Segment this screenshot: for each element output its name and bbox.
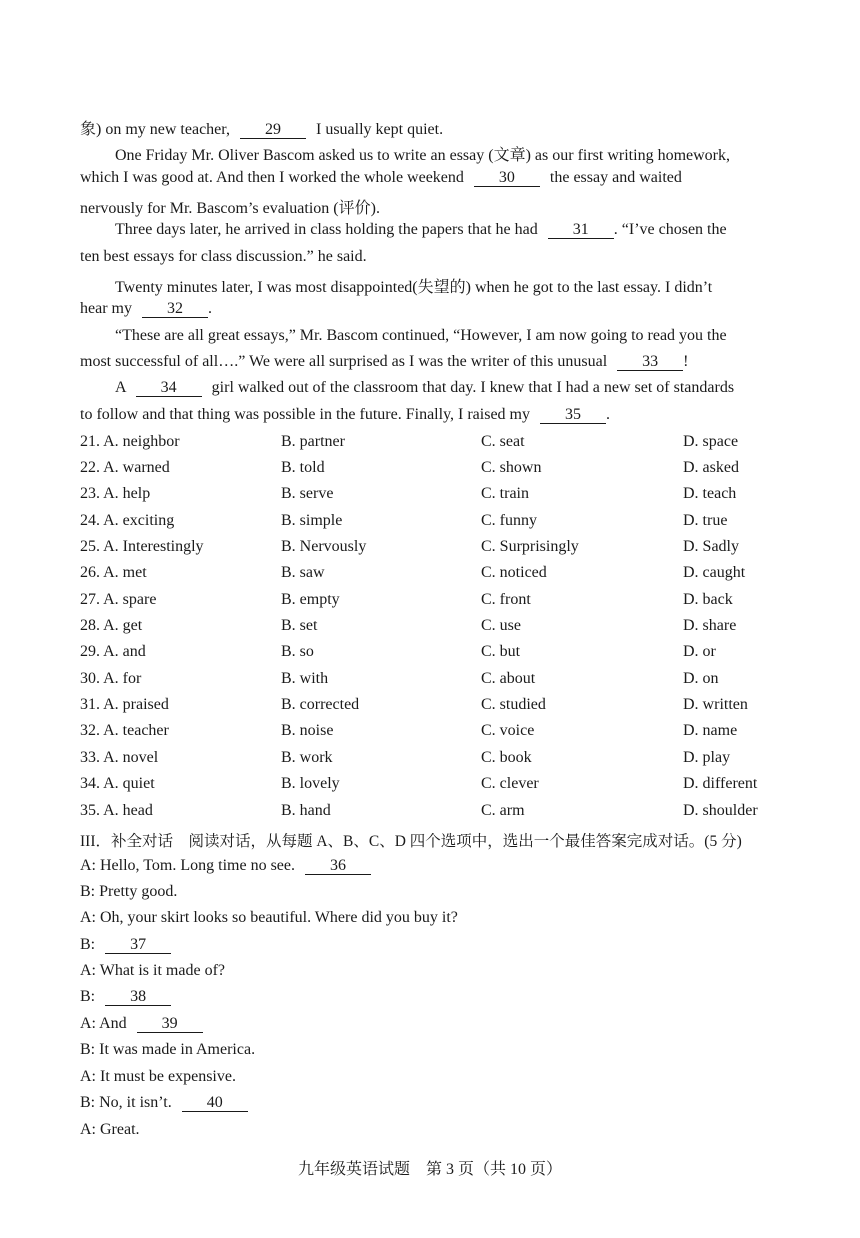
option-b: B. hand	[281, 802, 331, 819]
option-d: D. shoulder	[683, 802, 758, 819]
dialogue-line: A: It must be expensive.	[80, 1068, 236, 1085]
option-c: C. use	[481, 617, 521, 634]
passage-line: Twenty minutes later, I was most disappointed(失望的) when he got to the last essay. I didn’t	[115, 279, 713, 296]
option-d: D. true	[683, 512, 728, 529]
blank-33: 33	[617, 354, 683, 371]
dialogue-line: A: What is it made of?	[80, 962, 225, 979]
option-c: C. arm	[481, 802, 525, 819]
passage-line: nervously for Mr. Bascom’s evaluation (评价).	[80, 200, 380, 217]
option-b: B. simple	[281, 512, 343, 529]
dialogue-text: B:	[80, 936, 96, 953]
passage-text: 象) on my new teacher,	[80, 121, 230, 138]
dialogue-line: B: It was made in America.	[80, 1041, 256, 1058]
passage-text: hear my	[80, 300, 132, 317]
option-d: D. written	[683, 696, 748, 713]
option-c: C. funny	[481, 512, 537, 529]
blank-30: 30	[474, 170, 540, 187]
option-b: B. noise	[281, 722, 334, 739]
option-d: D. Sadly	[683, 538, 739, 555]
option-d: D. or	[683, 643, 716, 660]
option-d: D. share	[683, 617, 737, 634]
option-b: B. with	[281, 670, 329, 687]
passage-text: A	[115, 379, 126, 396]
passage-line	[80, 353, 689, 371]
passage-text: .	[606, 406, 610, 423]
option-c: C. Surprisingly	[481, 538, 579, 555]
passage-text: which I was good at. And then I worked the whole weekend	[80, 169, 464, 186]
option-d: D. space	[683, 433, 739, 450]
option-d: D. name	[683, 722, 738, 739]
option-b: B. serve	[281, 485, 334, 502]
option-c: C. front	[481, 591, 531, 608]
dialogue-line	[80, 988, 171, 1006]
dialogue-line: A: Oh, your skirt looks so beautiful. Where did you buy it?	[80, 909, 458, 926]
passage-text: to follow and that thing was possible in the future. Finally, I raised my	[80, 406, 530, 423]
passage-line: One Friday Mr. Oliver Bascom asked us to write an essay (文章) as our first writing homework,	[115, 147, 730, 164]
dialogue-text: A: And	[80, 1015, 127, 1032]
option-b: B. corrected	[281, 696, 360, 713]
passage-text: . “I’ve chosen the	[613, 221, 727, 238]
option-c: C. voice	[481, 722, 535, 739]
option-a: 22. A. warned	[80, 459, 170, 476]
dialogue-text: A: Hello, Tom. Long time no see.	[80, 857, 295, 874]
option-a: 26. A. met	[80, 564, 147, 581]
blank-31: 31	[548, 222, 614, 239]
passage-line	[80, 406, 610, 424]
option-a: 25. A. Interestingly	[80, 538, 204, 555]
blank-39: 39	[137, 1016, 203, 1033]
blank-34: 34	[136, 380, 202, 397]
option-a: 29. A. and	[80, 643, 146, 660]
passage-text: the essay and waited	[549, 169, 682, 186]
dialogue-line	[80, 1094, 248, 1112]
passage-line	[115, 221, 727, 239]
option-b: B. work	[281, 749, 333, 766]
option-d: D. back	[683, 591, 733, 608]
option-b: B. so	[281, 643, 314, 660]
passage-text: Three days later, he arrived in class holding the papers that he had	[115, 221, 538, 238]
option-d: D. on	[683, 670, 719, 687]
option-c: C. noticed	[481, 564, 547, 581]
option-a: 34. A. quiet	[80, 775, 155, 792]
passage-text: girl walked out of the classroom that day. I knew that I had a new set of standards	[211, 379, 735, 396]
dialogue-line: A: Great.	[80, 1121, 140, 1138]
blank-38: 38	[105, 989, 171, 1006]
dialogue-text: B: No, it isn’t.	[80, 1094, 172, 1111]
option-b: B. empty	[281, 591, 340, 608]
passage-line	[80, 116, 443, 139]
blank-37: 37	[105, 937, 171, 954]
option-c: C. but	[481, 643, 521, 660]
option-a: 35. A. head	[80, 802, 153, 819]
section-heading: III．补全对话 阅读对话，从每题 A、B、C、D 四个选项中，选出一个最佳答案完成对话。(5 分)	[80, 833, 742, 850]
blank-35: 35	[540, 407, 606, 424]
option-b: B. partner	[281, 433, 345, 450]
option-b: B. Nervously	[281, 538, 367, 555]
option-c: C. clever	[481, 775, 539, 792]
option-b: B. lovely	[281, 775, 340, 792]
dialogue-line	[80, 857, 371, 875]
option-c: C. book	[481, 749, 532, 766]
dialogue-line	[80, 1015, 203, 1033]
blank-32: 32	[142, 301, 208, 318]
option-a: 24. A. exciting	[80, 512, 175, 529]
passage-line	[115, 379, 734, 397]
option-a: 23. A. help	[80, 485, 151, 502]
option-d: D. different	[683, 775, 758, 792]
option-b: B. saw	[281, 564, 325, 581]
passage-text: .	[207, 300, 212, 317]
passage-line	[80, 169, 682, 187]
dialogue-line: B: Pretty good.	[80, 883, 178, 900]
page-footer: 九年级英语试题 第 3 页（共 10 页）	[297, 1161, 562, 1178]
option-a: 28. A. get	[80, 617, 143, 634]
option-a: 32. A. teacher	[80, 722, 169, 739]
option-d: D. asked	[683, 459, 739, 476]
option-a: 30. A. for	[80, 670, 142, 687]
passage-line: “These are all great essays,” Mr. Bascom continued, “However, I am now going to read you the	[115, 327, 727, 344]
option-b: B. told	[281, 459, 325, 476]
option-a: 21. A. neighbor	[80, 433, 180, 450]
option-a: 33. A. novel	[80, 749, 159, 766]
option-a: 31. A. praised	[80, 696, 169, 713]
option-d: D. play	[683, 749, 731, 766]
passage-text: I usually kept quiet.	[315, 121, 444, 138]
option-d: D. teach	[683, 485, 737, 502]
passage-text: most successful of all….” We were all surprised as I was the writer of this unusual	[80, 353, 608, 370]
passage-line: ten best essays for class discussion.” he said.	[80, 248, 367, 265]
dialogue-line	[80, 936, 171, 954]
option-d: D. caught	[683, 564, 746, 581]
passage-line	[80, 300, 212, 318]
dialogue-text: B:	[80, 988, 96, 1005]
option-c: C. seat	[481, 433, 525, 450]
option-c: C. about	[481, 670, 536, 687]
blank-36: 36	[305, 858, 371, 875]
option-b: B. set	[281, 617, 318, 634]
passage-text: !	[683, 353, 689, 370]
option-a: 27. A. spare	[80, 591, 157, 608]
option-c: C. shown	[481, 459, 542, 476]
option-c: C. studied	[481, 696, 546, 713]
blank-40: 40	[182, 1095, 248, 1112]
option-c: C. train	[481, 485, 529, 502]
blank-29: 29	[240, 122, 306, 139]
